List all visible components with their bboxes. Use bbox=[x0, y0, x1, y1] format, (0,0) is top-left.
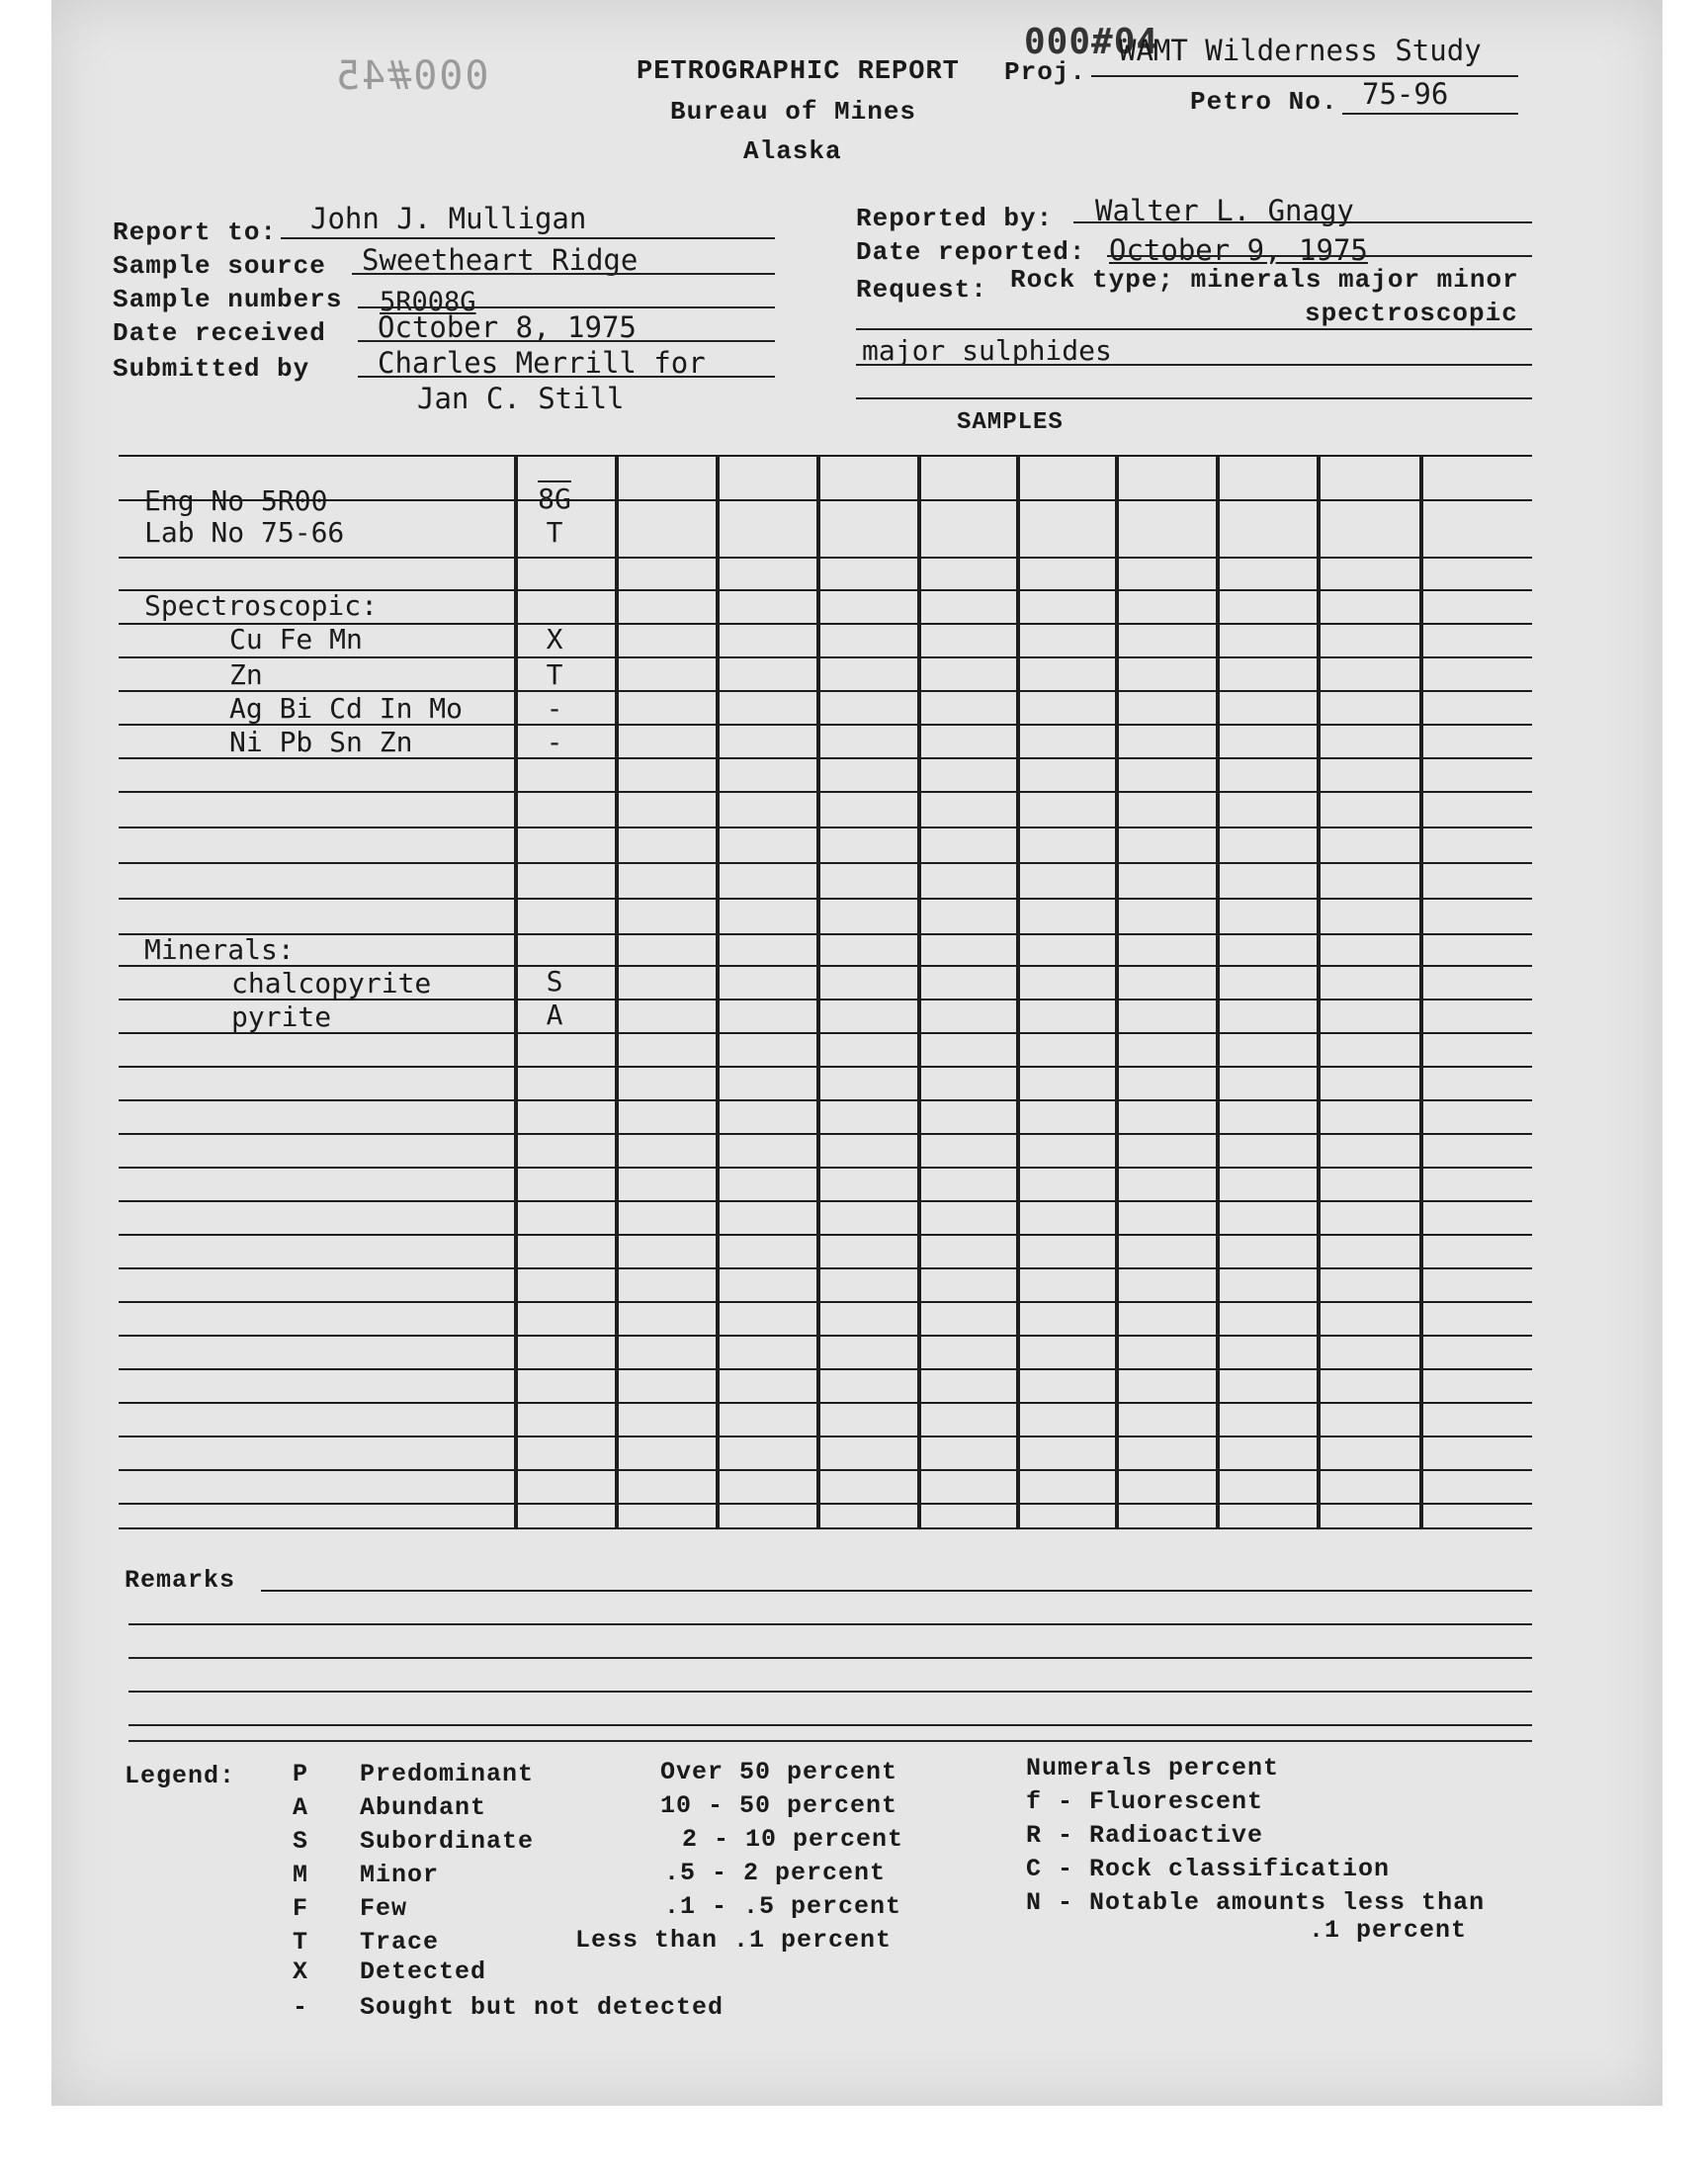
request-underline-4 bbox=[856, 397, 1532, 399]
date-reported-label: Date reported: bbox=[856, 237, 1086, 267]
grid-column-line bbox=[1115, 455, 1119, 1527]
report-to-value: John J. Mulligan bbox=[310, 202, 587, 235]
legend-numerals: Numerals percent bbox=[1026, 1754, 1280, 1783]
spectroscopic-heading: Spectroscopic: bbox=[144, 589, 379, 622]
legend-notable: N - Notable amounts less than bbox=[1026, 1888, 1486, 1917]
state-name: Alaska bbox=[743, 136, 842, 166]
legend-code-a: A bbox=[293, 1793, 309, 1822]
submitted-by-value-line2: Jan C. Still bbox=[417, 382, 625, 415]
legend-meaning-f: Few bbox=[360, 1894, 408, 1923]
reported-by-underline bbox=[1073, 221, 1532, 223]
request-underline-3 bbox=[856, 364, 1532, 366]
mineral-chalcopyrite-label: chalcopyrite bbox=[231, 967, 432, 1000]
legend-meaning-m: Minor bbox=[360, 1861, 440, 1889]
mineral-pyrite-value: A bbox=[546, 999, 563, 1031]
legend-meaning-s: Subordinate bbox=[360, 1827, 535, 1856]
legend-meaning-dash: Sought but not detected bbox=[360, 1993, 725, 2022]
legend-notable-cont: .1 percent bbox=[1309, 1916, 1468, 1945]
spec-zn-label: Zn bbox=[229, 658, 263, 691]
legend-range-a: 10 - 50 percent bbox=[660, 1791, 898, 1820]
grid-column-line bbox=[615, 455, 619, 1527]
minerals-heading: Minerals: bbox=[144, 933, 295, 966]
legend-range-p: Over 50 percent bbox=[660, 1758, 898, 1786]
mineral-chalcopyrite-value: S bbox=[546, 965, 563, 998]
mirrored-stamp: 000#45 bbox=[334, 53, 489, 99]
remarks-label: Remarks bbox=[125, 1566, 236, 1595]
report-title: PETROGRAPHIC REPORT bbox=[637, 57, 960, 87]
eng-no-label: Eng No 5R00 bbox=[144, 484, 328, 517]
legend-code-s: S bbox=[293, 1827, 309, 1856]
sample-numbers-label: Sample numbers bbox=[113, 285, 343, 314]
submitted-by-underline bbox=[358, 376, 775, 378]
grid-row-line bbox=[119, 1527, 1532, 1529]
remarks-line-4 bbox=[128, 1691, 1532, 1693]
remarks-line-5 bbox=[128, 1724, 1532, 1726]
legend-range-t: Less than .1 percent bbox=[575, 1926, 893, 1955]
request-label: Request: bbox=[856, 275, 987, 304]
petro-number-underline bbox=[1342, 113, 1518, 115]
legend-radioactive: R - Radioactive bbox=[1026, 1821, 1264, 1850]
legend-code-f: F bbox=[293, 1894, 309, 1923]
reported-by-value: Walter L. Gnagy bbox=[1095, 194, 1354, 227]
grid-column-line bbox=[1419, 455, 1423, 1527]
date-received-label: Date received bbox=[113, 318, 326, 348]
legend-range-m: .5 - 2 percent bbox=[664, 1859, 887, 1887]
legend-range-s: 2 - 10 percent bbox=[682, 1825, 904, 1854]
sample-numbers-underline bbox=[358, 306, 775, 308]
submitted-by-label: Submitted by bbox=[113, 354, 310, 384]
legend-meaning-p: Predominant bbox=[360, 1760, 535, 1788]
spec-ni-pb-value: - bbox=[546, 726, 563, 758]
lab-no-value: T bbox=[546, 516, 563, 549]
submitted-by-value: Charles Merrill for bbox=[378, 346, 706, 380]
legend-fluorescent: f - Fluorescent bbox=[1026, 1787, 1264, 1816]
remarks-line-6 bbox=[128, 1740, 1532, 1742]
grid-column-line bbox=[716, 455, 720, 1527]
spec-cu-fe-mn-value: X bbox=[546, 623, 563, 655]
legend-rock-classification: C - Rock classification bbox=[1026, 1855, 1391, 1883]
spec-ni-pb-label: Ni Pb Sn Zn bbox=[229, 726, 413, 758]
date-reported-value: October 9, 1975 bbox=[1109, 233, 1368, 267]
sample-source-underline bbox=[352, 273, 775, 275]
petro-number-value: 75-96 bbox=[1362, 77, 1449, 111]
legend-code-m: M bbox=[293, 1861, 309, 1889]
legend-meaning-x: Detected bbox=[360, 1958, 487, 1986]
grid-column-line bbox=[917, 455, 921, 1527]
request-line-2: spectroscopic bbox=[1305, 299, 1518, 328]
remarks-line-2 bbox=[128, 1623, 1532, 1625]
grid-column-line bbox=[1317, 455, 1321, 1527]
legend-label: Legend: bbox=[125, 1762, 236, 1790]
spec-zn-value: T bbox=[546, 658, 563, 691]
legend-code-t: T bbox=[293, 1928, 309, 1957]
legend-meaning-a: Abundant bbox=[360, 1793, 487, 1822]
date-received-value: October 8, 1975 bbox=[378, 310, 637, 344]
date-received-underline bbox=[358, 340, 775, 342]
grid-column-line bbox=[816, 455, 820, 1527]
project-label: Proj. bbox=[1004, 57, 1087, 87]
request-line-3: major sulphides bbox=[862, 334, 1112, 367]
sample-source-value: Sweetheart Ridge bbox=[362, 243, 639, 277]
legend-code-x: X bbox=[293, 1958, 309, 1986]
date-reported-underline bbox=[1107, 255, 1532, 257]
remarks-line-3 bbox=[128, 1657, 1532, 1659]
lab-no-label: Lab No 75-66 bbox=[144, 516, 345, 549]
reported-by-label: Reported by: bbox=[856, 204, 1054, 233]
legend-code-dash: - bbox=[293, 1993, 309, 2022]
petro-number-label: Petro No. bbox=[1190, 87, 1338, 117]
remarks-line-1 bbox=[261, 1590, 1532, 1592]
project-value: WAMT Wilderness Study bbox=[1119, 34, 1482, 67]
legend-code-p: P bbox=[293, 1760, 309, 1788]
spec-ag-bi-value: - bbox=[546, 692, 563, 725]
sample-source-label: Sample source bbox=[113, 251, 326, 281]
samples-heading: SAMPLES bbox=[957, 409, 1064, 436]
grid-column-line bbox=[1216, 455, 1220, 1527]
request-line-1: Rock type; minerals major minor bbox=[1010, 265, 1519, 295]
grid-column-line bbox=[1016, 455, 1020, 1527]
agency-name: Bureau of Mines bbox=[670, 97, 917, 127]
sample-numbers-value: 5R008G bbox=[380, 287, 476, 317]
legend-range-f: .1 - .5 percent bbox=[664, 1892, 902, 1921]
mineral-pyrite-label: pyrite bbox=[231, 1000, 332, 1033]
eng-no-value: 8G bbox=[538, 482, 571, 515]
request-underline-2 bbox=[856, 328, 1532, 330]
legend-meaning-t: Trace bbox=[360, 1928, 440, 1957]
spec-ag-bi-label: Ag Bi Cd In Mo bbox=[229, 692, 464, 725]
project-underline bbox=[1091, 75, 1518, 77]
spec-cu-fe-mn-label: Cu Fe Mn bbox=[229, 623, 363, 655]
document-number-stamp: 000#04 bbox=[1024, 22, 1159, 62]
report-to-label: Report to: bbox=[113, 218, 278, 247]
report-to-underline bbox=[281, 237, 775, 239]
